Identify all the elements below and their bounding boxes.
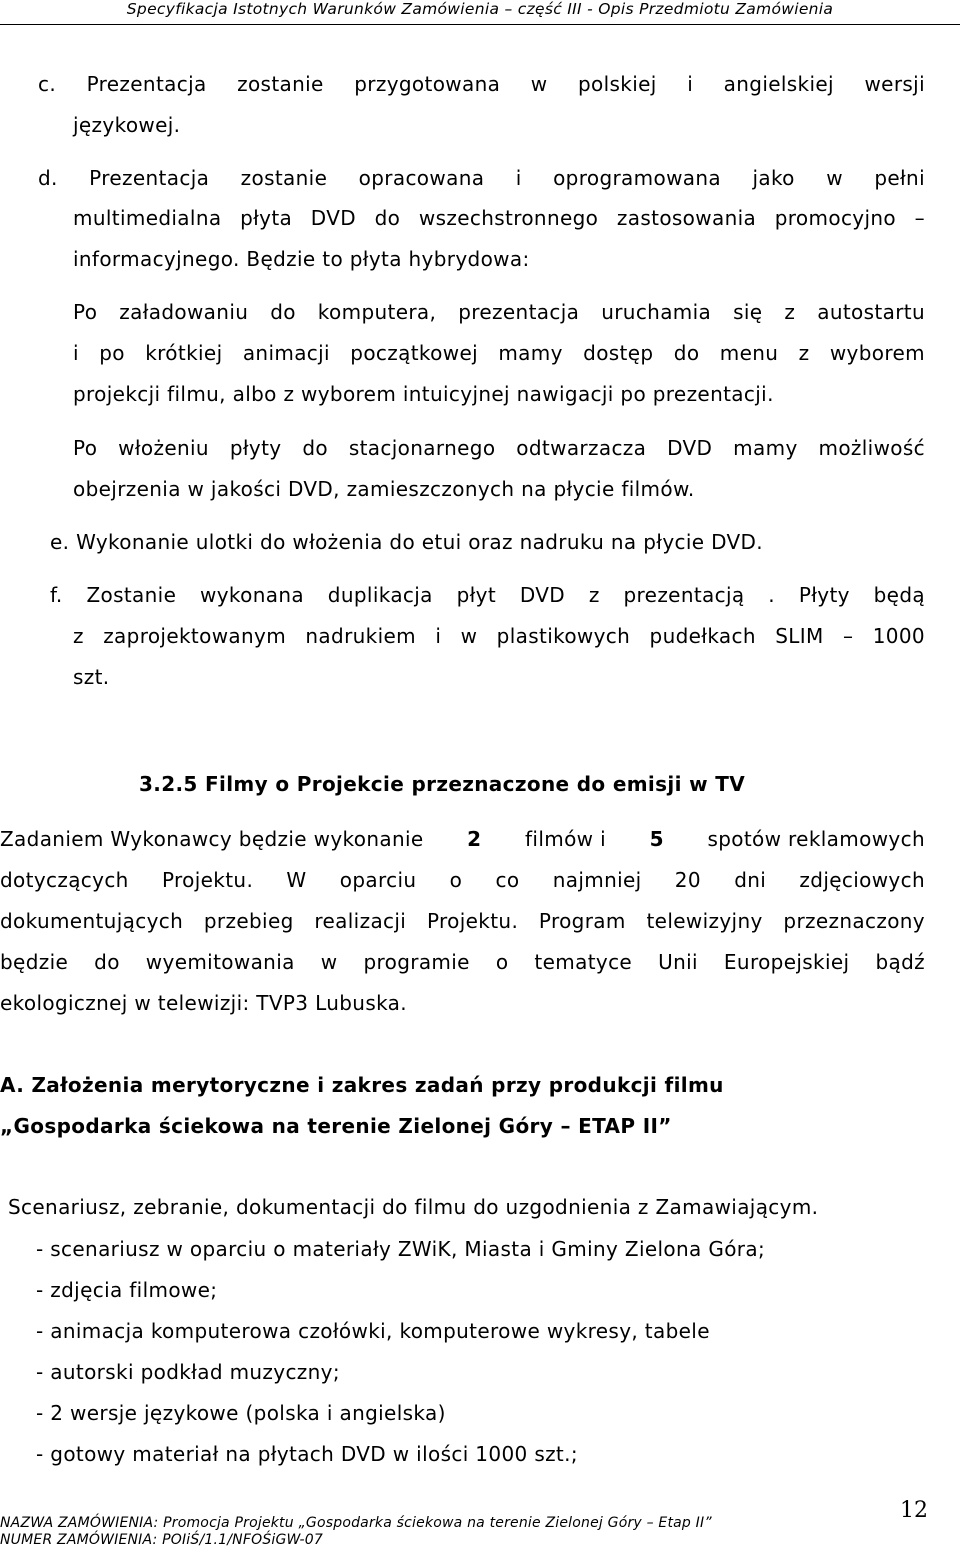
list-item: - 2 wersje językowe (polska i angielska) bbox=[36, 1401, 446, 1425]
list-item: - autorski podkład muzyczny; bbox=[36, 1360, 340, 1384]
item-d-line2: multimedialna płyta DVD do wszechstronnego zastosowania promocyjno – bbox=[73, 206, 925, 230]
item-d-line1: d. Prezentacja zostanie opracowana i oprogramowana jako w pełni bbox=[38, 166, 925, 190]
subsection-intro: Scenariusz, zebranie, dokumentacji do filmu do uzgodnienia z Zamawiającym. bbox=[8, 1195, 819, 1219]
section-paragraph-line5: ekologicznej w telewizji: TVP3 Lubuska. bbox=[0, 991, 407, 1015]
page-number: 12 bbox=[900, 1498, 928, 1523]
section-paragraph-line2: dotyczących Projektu. W oparciu o co najmniej 20 dni zdjęciowych bbox=[0, 868, 925, 892]
section-text-part2: filmów i bbox=[525, 827, 606, 851]
autorun-paragraph-line1: Po załadowaniu do komputera, prezentacja uruchamia się z autostartu bbox=[73, 300, 925, 324]
subsection-heading-line2: „Gospodarka ściekowa na terenie Zielonej Góry – ETAP II” bbox=[0, 1114, 672, 1138]
item-d-line3: informacyjnego. Będzie to płyta hybrydowa: bbox=[73, 247, 530, 271]
list-item: - scenariusz w oparciu o materiały ZWiK, Miasta i Gminy Zielona Góra; bbox=[36, 1237, 766, 1261]
section-text-part1: Zadaniem Wykonawcy będzie wykonanie bbox=[0, 827, 424, 851]
section-heading: 3.2.5 Filmy o Projekcie przeznaczone do emisji w TV bbox=[139, 772, 746, 796]
item-c-line2: językowej. bbox=[73, 113, 181, 137]
header-divider bbox=[0, 24, 960, 25]
item-e: e. Wykonanie ulotki do włożenia do etui oraz nadruku na płycie DVD. bbox=[50, 530, 764, 554]
list-item: - zdjęcia filmowe; bbox=[36, 1278, 218, 1302]
section-paragraph-line4: będzie do wyemitowania w programie o tematyce Unii Europejskiej bądź bbox=[0, 950, 925, 974]
film-count: 2 bbox=[467, 827, 482, 851]
running-header: Specyfikacja Istotnych Warunków Zamówienia – część III - Opis Przedmiotu Zamówienia bbox=[126, 0, 834, 18]
item-f-line1: f. Zostanie wykonana duplikacja płyt DVD z prezentacją . Płyty będą bbox=[50, 583, 925, 607]
dvd-player-paragraph-line2: obejrzenia w jakości DVD, zamieszczonych na płycie filmów. bbox=[73, 477, 695, 501]
item-f-line2: z zaprojektowanym nadrukiem i w plastikowych pudełkach SLIM – 1000 bbox=[73, 624, 925, 648]
item-f-line3: szt. bbox=[73, 665, 110, 689]
list-item: - gotowy materiał na płytach DVD w ilości 1000 szt.; bbox=[36, 1442, 578, 1466]
item-c-line1: c. Prezentacja zostanie przygotowana w polskiej i angielskiej wersji bbox=[38, 72, 925, 96]
dvd-player-paragraph-line1: Po włożeniu płyty do stacjonarnego odtwarzacza DVD mamy możliwość bbox=[73, 436, 925, 460]
subsection-heading-line1: A. Założenia merytoryczne i zakres zadań przy produkcji filmu bbox=[0, 1073, 724, 1097]
section-text-part3: spotów reklamowych bbox=[707, 827, 925, 851]
autorun-paragraph-line2: i po krótkiej animacji początkowej mamy dostęp do menu z wyborem bbox=[73, 341, 925, 365]
section-paragraph-line1 bbox=[0, 827, 925, 851]
footer-order-number: NUMER ZAMÓWIENIA: POIiŚ/1.1/NFOŚiGW-07 bbox=[0, 1532, 323, 1548]
spot-count: 5 bbox=[649, 827, 664, 851]
footer-order-name: NAZWA ZAMÓWIENIA: Promocja Projektu „Gospodarka ściekowa na terenie Zielonej Góry – Etap II” bbox=[0, 1515, 712, 1531]
autorun-paragraph-line3: projekcji filmu, albo z wyborem intuicyjnej nawigacji po prezentacji. bbox=[73, 382, 774, 406]
list-item: - animacja komputerowa czołówki, komputerowe wykresy, tabele bbox=[36, 1319, 710, 1343]
section-paragraph-line3: dokumentujących przebieg realizacji Projektu. Program telewizyjny przeznaczony bbox=[0, 909, 925, 933]
